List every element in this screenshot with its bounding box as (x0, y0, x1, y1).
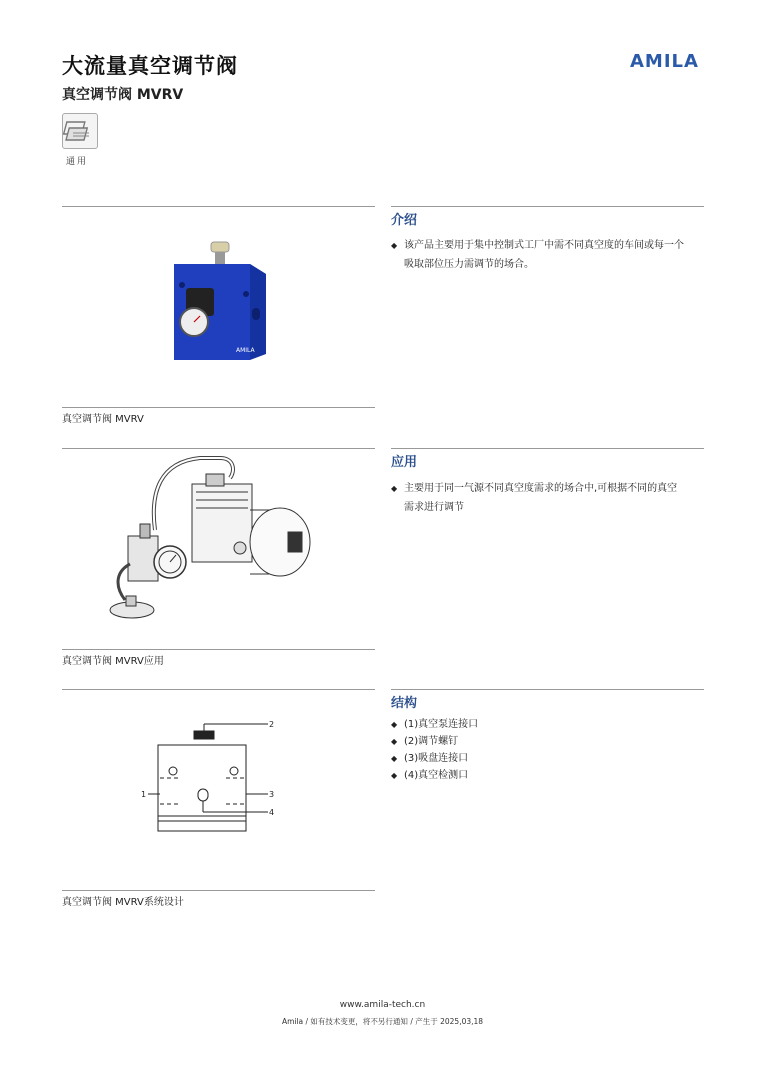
diamond-bullet-icon: ◆ (391, 241, 398, 250)
product-image (160, 238, 270, 372)
application-illustration (100, 452, 315, 631)
caption-divider (62, 407, 375, 408)
diamond-bullet-icon: ◆ (391, 754, 398, 763)
section-heading-application: 应用 (391, 455, 418, 470)
structure-diagram (140, 715, 280, 854)
list-item: ◆ (3)吸盘连接口 (391, 750, 478, 767)
diamond-bullet-icon: ◆ (391, 771, 398, 780)
page-title: 大流量真空调节阀 (62, 54, 238, 78)
product-logo-label: AMILA (236, 347, 255, 354)
diagram-label-2: 2 (269, 720, 275, 729)
caption-divider (62, 649, 375, 650)
image-caption-structure: 真空调节阀 MVRV系统设计 (62, 897, 184, 908)
diamond-bullet-icon: ◆ (391, 720, 398, 729)
intro-bullet-line-1: 该产品主要用于集中控制式工厂中需不同真空度的车间或每一个 (404, 240, 684, 251)
brand-logo: AMILA (630, 51, 699, 72)
intro-bullet-line-2: 吸取部位压力需调节的场合。 (404, 259, 534, 270)
diagram-label-1: 1 (141, 790, 147, 799)
section-divider-left (62, 206, 375, 207)
diagram-label-3: 3 (269, 790, 275, 799)
caption-divider (62, 890, 375, 891)
section-divider-left (62, 448, 375, 449)
intro-bullet (391, 236, 684, 274)
section-heading-structure: 结构 (391, 696, 418, 711)
section-divider-right (391, 206, 704, 207)
list-item: ◆ (2)调节螺钉 (391, 733, 478, 750)
diamond-bullet-icon: ◆ (391, 484, 398, 493)
footer-url[interactable]: www.amila-tech.cn (339, 1000, 426, 1010)
list-item: ◆ (4)真空检测口 (391, 767, 478, 784)
image-caption-application: 真空调节阀 MVRV应用 (62, 656, 164, 667)
image-caption-intro: 真空调节阀 MVRV (62, 414, 144, 425)
application-bullet-line-2: 需求进行调节 (404, 502, 464, 513)
diagram-label-4: 4 (269, 808, 275, 817)
diamond-bullet-icon: ◆ (391, 737, 398, 746)
generic-usage-icon (62, 113, 98, 149)
application-bullet (391, 479, 677, 517)
section-divider-left (62, 689, 375, 690)
section-divider-right (391, 689, 704, 690)
footer-note: Amila / 如有技术变更，将不另行通知 / 产生于 2025,03,18 (281, 1017, 484, 1026)
application-bullet-line-1: 主要用于同一气源不同真空度需求的场合中,可根据不同的真空 (404, 483, 678, 494)
structure-list (391, 716, 478, 784)
page-subtitle: 真空调节阀 MVRV (62, 87, 184, 103)
list-item: ◆ (1)真空泵连接口 (391, 716, 478, 733)
badge-label: 通用 (66, 157, 89, 167)
section-divider-right (391, 448, 704, 449)
section-heading-intro: 介绍 (391, 213, 418, 228)
